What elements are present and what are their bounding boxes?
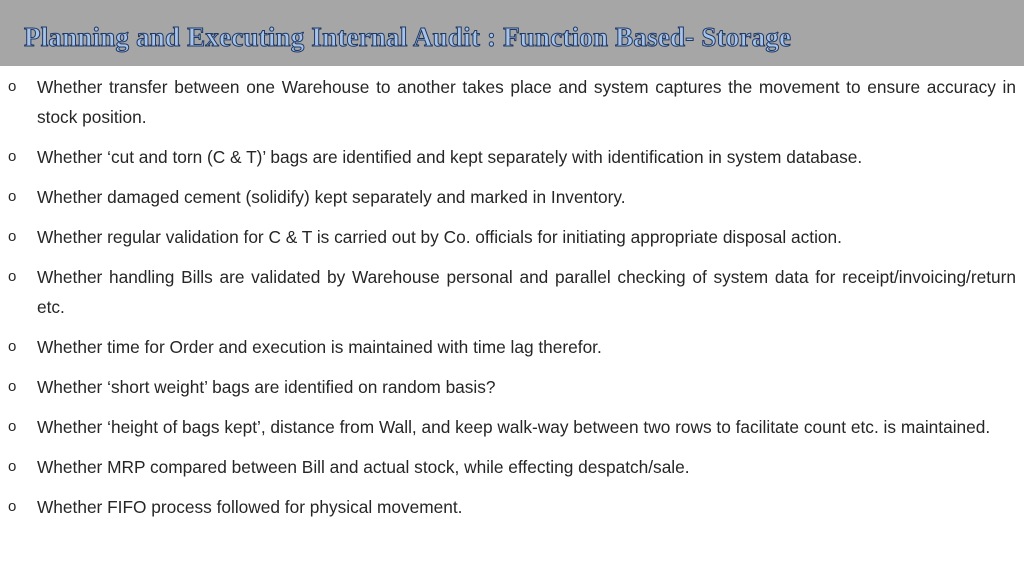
list-item	[0, 492, 1024, 522]
list-item-text: Whether transfer between one Warehouse to another takes place and system captures the movement to ensure accuracy in stock position.	[37, 77, 1016, 127]
list-item	[0, 412, 1024, 442]
list-item	[0, 332, 1024, 362]
bullet-icon: o	[8, 78, 17, 95]
bullet-icon: o	[8, 148, 17, 165]
list-item-text: Whether ‘height of bags kept’, distance from Wall, and keep walk-way between two rows to facilitate count etc. is maintained.	[37, 417, 991, 437]
bullet-icon: o	[8, 268, 17, 285]
bullet-icon: o	[8, 338, 17, 355]
page-title: Planning and Executing Internal Audit : Function Based- Storage	[24, 22, 792, 52]
bullet-icon: o	[8, 378, 17, 395]
bullet-icon: o	[8, 228, 17, 245]
list-item-text: Whether ‘cut and torn (C & T)’ bags are identified and kept separately with identification in system database.	[37, 147, 863, 167]
bullet-icon: o	[8, 498, 17, 515]
list-item-text: Whether regular validation for C & T is carried out by Co. officials for initiating appropriate disposal action.	[37, 227, 842, 247]
list-item	[0, 372, 1024, 402]
list-item-text: Whether handling Bills are validated by Warehouse personal and parallel checking of system data for receipt/invoicing/return etc.	[37, 267, 1016, 317]
list-item	[0, 72, 1024, 132]
list-item-text: Whether time for Order and execution is maintained with time lag therefor.	[37, 337, 602, 357]
list-item	[0, 142, 1024, 172]
bullet-icon: o	[8, 418, 17, 435]
list-item-text: Whether ‘short weight’ bags are identified on random basis?	[37, 377, 496, 397]
list-item	[0, 262, 1024, 322]
list-item-text: Whether MRP compared between Bill and actual stock, while effecting despatch/sale.	[37, 457, 690, 477]
checklist	[0, 72, 1024, 532]
list-item	[0, 222, 1024, 252]
bullet-icon: o	[8, 458, 17, 475]
bullet-icon: o	[8, 188, 17, 205]
list-item	[0, 182, 1024, 212]
list-item	[0, 452, 1024, 482]
list-item-text: Whether FIFO process followed for physical movement.	[37, 497, 463, 517]
list-item-text: Whether damaged cement (solidify) kept separately and marked in Inventory.	[37, 187, 626, 207]
title-bar	[0, 0, 1024, 66]
